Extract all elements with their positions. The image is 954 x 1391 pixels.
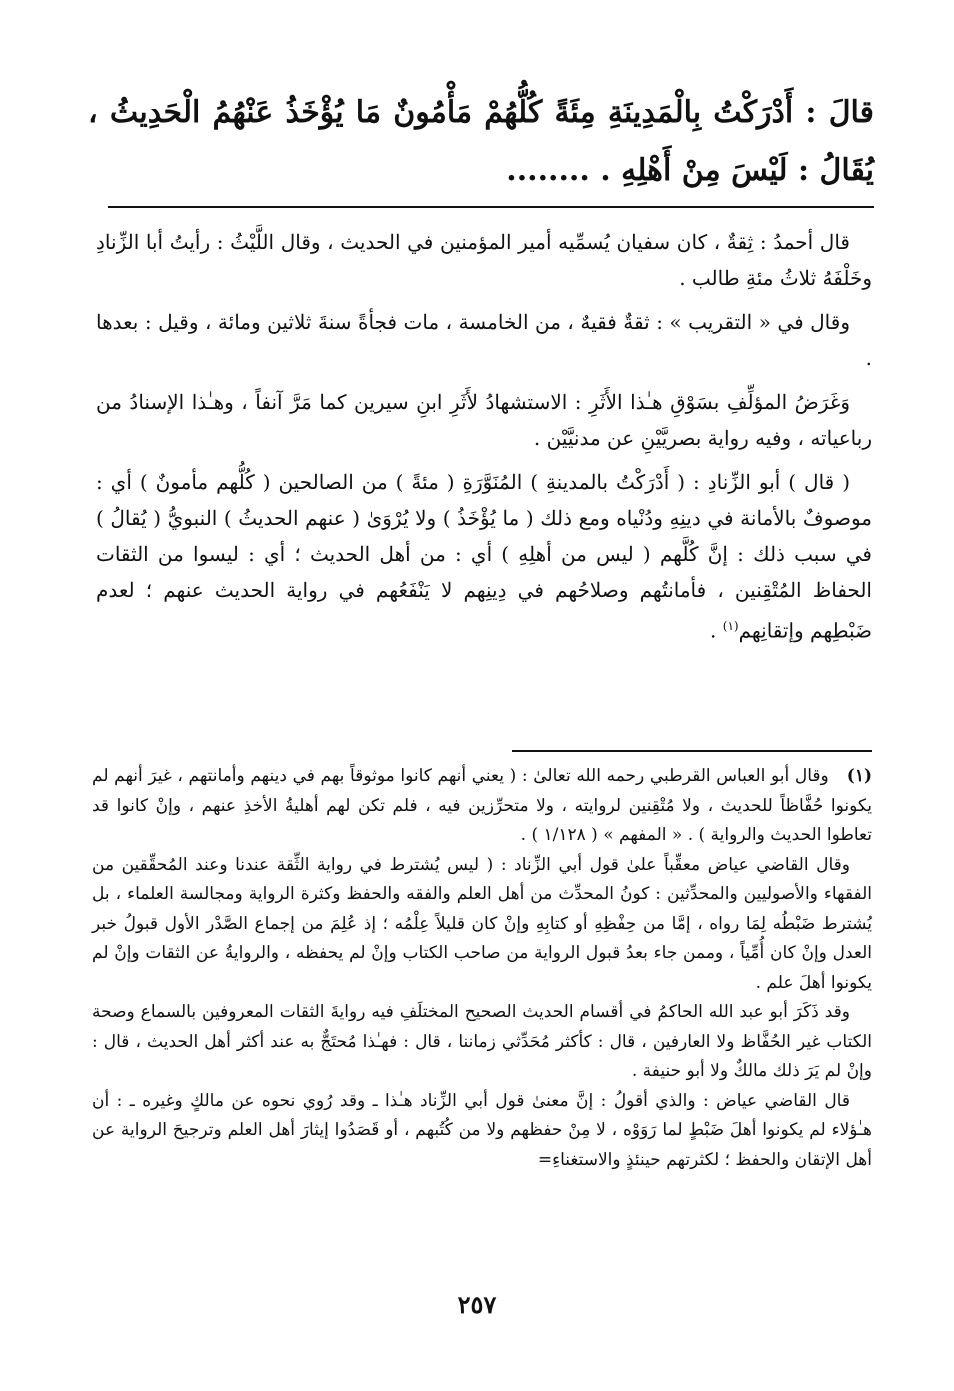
commentary-paragraph-3: وَغَرَضُ المؤلِّفِ بسَوْقِ هـٰذا الأَثَرِ : الاستشهادُ لأَثَرِ ابنِ سيرين كما مَرَّ آنفاً ، وهـٰذا الإسنادُ من رباعياته ، وفيه رواية بصريَّيْنِ عن مدنيَّيْن . [96, 390, 872, 450]
hadith-text-block [88, 84, 874, 200]
hadith-text: قالَ : أَدْرَكْتُ بِالْمَدِينَةِ مِئَةً كُلُّهُمْ مَأْمُونٌ مَا يُؤْخَذُ عَنْهُمُ الْحَدِيثُ ، يُقَالُ : لَيْسَ مِنْ أَهْلِهِ . [88, 95, 874, 188]
footnote-number: (١) [846, 766, 872, 786]
commentary-paragraph-4-end: . [710, 618, 723, 643]
footnotes-block [92, 762, 872, 1175]
ellipsis-dots: ........ [506, 153, 590, 188]
footnote-3: وقد ذَكَرَ أبو عبد الله الحاكمُ في أقسام الحديث الصحيح المختلَفِ فيه روايةَ الثقات المعروفين بالسماع وصحة الكتاب غير الحُفَّاظ ولا العارفين ، قال : كأكثر مُحَدِّثي زماننا ، قال : فهـٰذا مُحتَجٌّ به عند أكثر أهل الحديث ، قال : وإنْ لم يَرَ ذلك مالكٌ ولا أبو حنيفة . [92, 1002, 872, 1081]
footnote-2: وقال القاضي عياض معقِّباً علىٰ قول أبي الزِّناد : ( ليس يُشترط في رواية الثِّقة عندنا وعند المُحقِّقين من الفقهاء والأصوليين والمحدِّثين : كونُ المحدِّث من أهل العلم والفقه والحفظ وكثرة الرواية ومجالسة العلماء ، بل يُشترط ضَبْطُه لِمَا رواه ، إمَّا من حِفْظِهِ أو كتابِهِ وإنْ كان قليلاً عِلْمُه ؛ إذ عُلِمَ من إجماع الصَّدْر الأول قبولُ خبر العدل وإنْ كان أُمِّياً ، وممن جاء بعدُ قبول الرواية من صاحب الكتاب وإنْ لم يحفظه ، والروايةُ عن الثقات وإنْ لم يكونوا أهلَ علم . [92, 854, 872, 993]
commentary-paragraph-2: وقال في « التقريب » : ثقةٌ فقيهٌ ، من الخامسة ، مات فجأةً سنةَ ثلاثين ومائة ، وقيل : بعدها . [96, 310, 872, 370]
commentary-block [96, 224, 872, 653]
top-divider [108, 206, 874, 208]
footnote-1-text: وقال أبو العباس القرطبي رحمه الله تعالىٰ : ( يعني أنهم كانوا موثوقاً بهم في دينهم وأمانتهم ، غيرَ أنهم لم يكونوا حُفَّاظاً للحديث ، ولا مُتْقِنين لروايته ، ولا متحرِّزين فيه ، فلم تكن لهم أهليةُ الأخذِ عنهم ، وإنْ كانوا قد تعاطوا الحديث والرواية ) . « المفهم » ( ١/١٢٨ ) . [92, 766, 872, 845]
commentary-paragraph-1: قال أحمدُ : ثِقةٌ ، كان سفيان يُسمِّيه أمير المؤمنين في الحديث ، وقال اللَّيْثُ : رأيتُ أبا الزِّنادِ وخَلْفَهُ ثلاثُ مئةِ طالب . [96, 230, 872, 290]
commentary-paragraph-4 [96, 464, 872, 649]
footnote-4: قال القاضي عياض : والذي أقولُ : إنَّ معنىٰ قول أبي الزِّناد هـٰذا ـ وقد رُوي نحوه عن مالكٍ وغيره ـ : أن هـٰؤلاء لم يكونوا أهلَ ضَبْطٍ لما رَوَوْه ، لا مِنْ حفظهم ولا من كُتُبهم ، أو قَصَدُوا إيثارَ أهل العلم وترجيحَ الرواية عن أهل الإتقان والحفظ ؛ لكثرتهم حينئذٍ والاستغناءِ= [92, 1090, 872, 1170]
footnote-divider [512, 750, 872, 752]
footnote-1 [92, 762, 872, 851]
commentary-paragraph-4-text: ( قال ) أبو الزِّنادِ : ( أَدْرَكْتُ بالمدينةِ ) المُنَوَّرَةِ ( مئةً ) من الصالحين ( كُلُّهم مأمونٌ ) أي : موصوفٌ بالأمانة في دينِهِ ودُنْياه ومع ذلك ( ما يُؤْخَذُ ) ولا يُرْوَىٰ ( عنهم الحديثُ ) النبويُّ ( يُقالُ ) في سبب ذلك : إنَّ كُلَّهم ( ليس من أهلِهِ ) أي : من أهل الحديث ؛ أي : ليسوا من الثقات الحفاظ المُتْقِنين ، فأمانتُهم وصلاحُهم في دِينِهم لا يَنْفَعُهم في رواية الحديث عنهم ؛ لعدم ضَبْطِهم وإتقانِهم [96, 470, 872, 643]
page-number: ٢٥٧ [457, 1290, 497, 1319]
footnote-reference[interactable]: (١) [722, 619, 739, 633]
